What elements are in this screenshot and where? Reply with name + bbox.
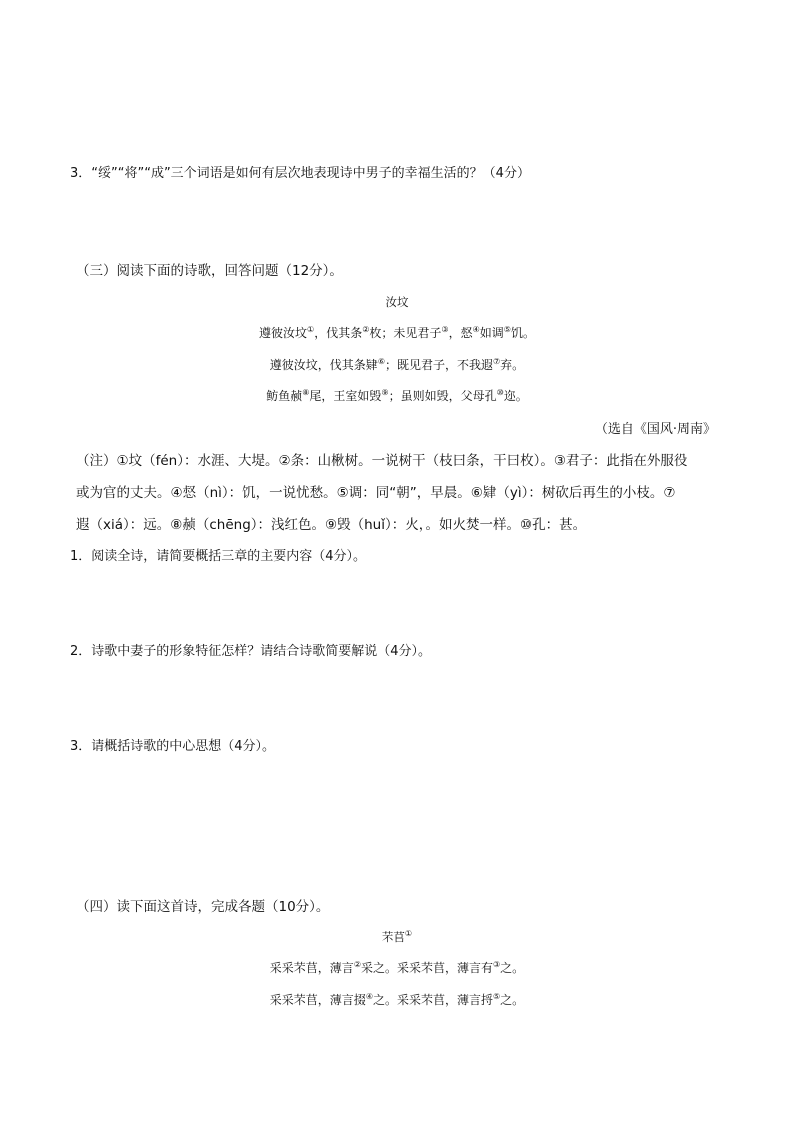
- poem-line: 采采芣苢，薄言②采之。采采芣苢，薄言有③之。: [269, 960, 525, 975]
- poem-line: 遵彼汝坟，伐其条肄⑥；既见君子，不我遐⑦弃。: [269, 357, 525, 372]
- annotation-line: 或为官的丈夫。④惄（nì）：饥，一说忧愁。⑤调：同“朝”，早晨。⑥肄（yì）：树砍后再生的小枝。⑦: [76, 485, 676, 501]
- question-text: 2．诗歌中妻子的形象特征怎样？请结合诗歌简要解说（4分）。: [70, 644, 432, 659]
- poem-title: 汝坟: [385, 295, 409, 309]
- poem-line: 鲂鱼赪⑧尾，王室如毁⑨；虽则如毁，父母孔⑩迩。: [266, 388, 528, 403]
- annotation-line: 遐（xiá）：远。⑧赪（chēng）：浅红色。⑨毁（huǐ）：火，。如火焚一样。⑩孔：甚。: [76, 517, 587, 533]
- question-text: 1．阅读全诗，请简要概括三章的主要内容（4分）。: [70, 549, 367, 564]
- poem-line: 遵彼汝坟①，伐其条②枚；未见君子③，惄④如调⑤饥。: [259, 325, 535, 340]
- question-text: 3．请概括诗歌的中心思想（4分）。: [70, 739, 276, 754]
- poem-line: 采采芣苢，薄言掇④之。采采芣苢，薄言捋⑤之。: [269, 992, 525, 1007]
- section-heading: （三）阅读下面的诗歌，回答问题（12分）。: [76, 263, 343, 279]
- question-text: 3．“绥”“将”“成”三个词语是如何有层次地表现诗中男子的幸福生活的？（4分）: [70, 166, 530, 181]
- section-heading: （四）读下面这首诗，完成各题（10分）。: [76, 899, 330, 915]
- poem-title: 芣苢①: [381, 929, 413, 944]
- poem-source: （选自《国风·周南》: [594, 422, 716, 437]
- annotation-line: （注）①坟（fén）：水涯、大堤。②条：山楸树。一说树干（枝曰条，干曰枚）。③君子：此指在外服役: [76, 453, 688, 469]
